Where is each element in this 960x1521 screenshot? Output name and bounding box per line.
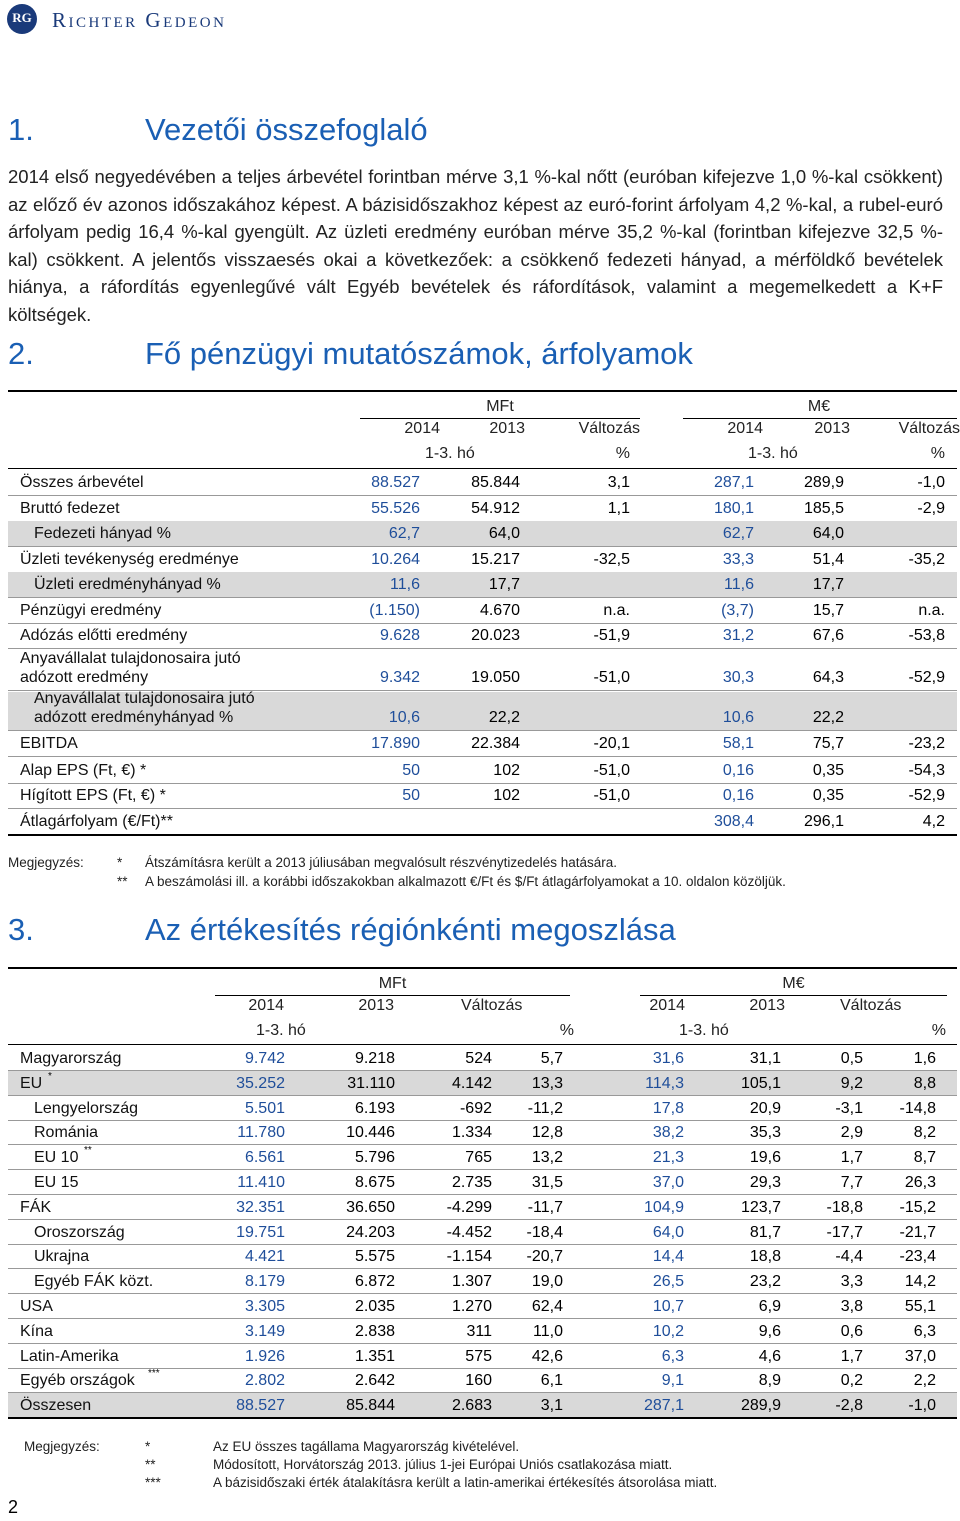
table2-cell-d: 13,2 bbox=[531, 1149, 563, 1167]
table1-row-label: Hígított EPS (Ft, €) * bbox=[20, 787, 166, 804]
table1-cell-mft-2013: 85.844 bbox=[471, 474, 520, 491]
table1-cell-mft-change: -51,0 bbox=[593, 669, 630, 686]
table2-cell-a: 9.742 bbox=[244, 1050, 285, 1067]
table2-cell-g: 1,7 bbox=[840, 1347, 863, 1365]
table1-cell-eur-2013: 51,4 bbox=[812, 551, 844, 568]
table1-row-label: Alap EPS (Ft, €) * bbox=[20, 762, 147, 779]
table1-row-label: EBITDA bbox=[20, 735, 78, 752]
table1-cell-mft-2013: 54.912 bbox=[471, 500, 520, 517]
table1-cell-eur-change: -23,2 bbox=[908, 735, 945, 752]
table1-cell-mft-change: 1,1 bbox=[607, 500, 630, 517]
table1-cell-eur-2014: 10,6 bbox=[722, 709, 754, 726]
table2-row-label: Ukrajna bbox=[34, 1248, 90, 1266]
table1-cell-eur-2014: 11,6 bbox=[724, 576, 754, 593]
table2-cell-c: 2.735 bbox=[451, 1174, 492, 1191]
table2-cell-f: 9,6 bbox=[758, 1322, 781, 1340]
table1-cell-mft-2014: 9.342 bbox=[379, 669, 420, 686]
table2-cell-h: 37,0 bbox=[904, 1347, 936, 1365]
table2-header-change: Változás bbox=[461, 997, 523, 1014]
table2-cell-f: 23,2 bbox=[749, 1273, 781, 1291]
table2-cell-d: -20,7 bbox=[526, 1248, 563, 1266]
table2-note-text-1: Az EU összes tagállama Magyarország kivételével. bbox=[213, 1439, 520, 1454]
table2-header-2013-eur: 2013 bbox=[749, 997, 785, 1014]
table2-cell-d: 5,7 bbox=[540, 1050, 563, 1067]
table1-cell-mft-change: -51,9 bbox=[593, 627, 630, 644]
table1-row-label: Anyavállalat tulajdonosaira jutó bbox=[20, 650, 241, 667]
table2-row-label: Lengyelország bbox=[34, 1099, 139, 1117]
table2-sub-period-eur: 1-3. hó bbox=[679, 1022, 729, 1039]
table2-row-footnote-mark: ** bbox=[84, 1145, 92, 1157]
table2-cell-b: 6.872 bbox=[354, 1273, 395, 1291]
table2-sub-period: 1-3. hó bbox=[256, 1022, 306, 1039]
table2-cell-a: 11.780 bbox=[237, 1124, 285, 1142]
table1-cell-eur-2013: 296,1 bbox=[803, 813, 844, 830]
table2-top-rule bbox=[8, 967, 957, 969]
table2-cell-f: 35,3 bbox=[749, 1124, 781, 1142]
table2-cell-b: 2.035 bbox=[354, 1298, 395, 1315]
table2-note-text-3: A bázisidőszaki érték átalakításra került a latin-amerikai értékesítés átsorolása miatt. bbox=[213, 1475, 718, 1490]
table1-note-text-1: Átszámításra került a 2013 júliusában megvalósult részvénytizedelés hatására. bbox=[145, 855, 617, 870]
table2-cell-a: 3.305 bbox=[244, 1298, 285, 1315]
table2-cell-b: 85.844 bbox=[346, 1397, 395, 1415]
table2-cell-h: -14,8 bbox=[899, 1099, 936, 1117]
table1-row-label: Átlagárfolyam (€/Ft)** bbox=[20, 813, 173, 830]
table1-cell-eur-2014: 180,1 bbox=[713, 500, 754, 517]
table2-cell-e: 14,4 bbox=[652, 1248, 684, 1266]
table1-row-label: Pénzügyi eredmény bbox=[20, 602, 162, 619]
table1-cell-eur-2013: 185,5 bbox=[803, 500, 844, 517]
section1-number: 1. bbox=[8, 112, 34, 147]
table2-cell-b: 24.203 bbox=[346, 1223, 395, 1241]
table1-cell-mft-2014: 10.264 bbox=[371, 551, 420, 568]
table2-cell-g: 0,2 bbox=[840, 1372, 863, 1390]
table2-row-footnote-mark: * bbox=[48, 1070, 52, 1082]
table2-cell-f: 123,7 bbox=[740, 1198, 781, 1216]
table2-row-label: FÁK bbox=[20, 1198, 52, 1216]
table2-row-label: Oroszország bbox=[34, 1223, 125, 1241]
table2-cell-a: 1.926 bbox=[244, 1347, 285, 1365]
table2-cell-e: 6,3 bbox=[661, 1347, 684, 1365]
section3-number: 3. bbox=[8, 912, 34, 947]
table2-cell-e: 21,3 bbox=[652, 1149, 684, 1167]
table1-cell-eur-2014: 308,4 bbox=[713, 813, 754, 830]
table2-cell-d: 31,5 bbox=[531, 1174, 563, 1191]
table2-cell-b: 2.838 bbox=[354, 1322, 395, 1340]
table2-cell-h: 6,3 bbox=[913, 1322, 936, 1340]
table2-cell-f: 8,9 bbox=[758, 1372, 781, 1390]
section1-paragraph: 2014 első negyedévében a teljes árbevétel forintban mérve 3,1 %-kal nőtt (euróban kifejezve 1,0 %-kal csökkent) az előző év azonos időszakához képest. A bázisidőszakhoz képest az euró-forint árfolyam 4,2 %-kal, a rubel-euró árfolyam pedig 16,4 %-kal gyengült. Az üzleti eredmény euróban mérve 35,2 %-kal (forintban kifejezve 32,5 %-kal) csökkent. A jelentős visszaesés okai a következőek: a csökkenő fedezeti hányad, a mérföldkő bevételek hiánya, a ráfordítás egyenlegűvé vált Egyéb bevételek és ráfordítások, valamint a megemelkedett a K+F költségek. bbox=[8, 166, 943, 325]
table1-row-label: Bruttó fedezet bbox=[20, 500, 120, 517]
table1-cell-mft-2013: 17,7 bbox=[488, 576, 520, 593]
section3-title: Az értékesítés régiónkénti megoszlása bbox=[145, 912, 676, 947]
table2-cell-e: 10,7 bbox=[652, 1298, 684, 1315]
table2-cell-e: 31,6 bbox=[652, 1050, 684, 1067]
table2-cell-f: 19,6 bbox=[749, 1149, 781, 1167]
table2-cell-f: 289,9 bbox=[740, 1397, 781, 1415]
table1-cell-mft-change: -51,0 bbox=[593, 787, 630, 804]
table2-cell-a: 3.149 bbox=[244, 1322, 285, 1340]
table1-cell-mft-2013: 20.023 bbox=[471, 627, 520, 644]
table2-cell-b: 1.351 bbox=[354, 1347, 395, 1365]
table2-cell-g: 9,2 bbox=[840, 1074, 863, 1092]
table1-cell-mft-2014: 17.890 bbox=[371, 735, 420, 752]
table2-row-label: Románia bbox=[34, 1124, 99, 1142]
table1-cell-eur-change: -53,8 bbox=[908, 627, 945, 644]
table2-cell-c: -692 bbox=[459, 1099, 492, 1117]
table2-note-mark-1: * bbox=[145, 1439, 151, 1454]
table2-cell-h: 55,1 bbox=[904, 1298, 936, 1315]
table2-cell-e: 10,2 bbox=[652, 1322, 684, 1340]
table2-cell-d: 3,1 bbox=[540, 1397, 563, 1415]
table2-cell-g: -4,4 bbox=[835, 1248, 863, 1266]
table1-note-mark-1: * bbox=[117, 855, 123, 870]
table2-row-footnote-mark: *** bbox=[148, 1368, 160, 1380]
table1-cell-eur-2013: 64,3 bbox=[812, 669, 844, 686]
table1-header-col_2013: 2013 bbox=[814, 420, 850, 437]
table1-cell-eur-2014: 0,16 bbox=[722, 762, 754, 779]
table1-note-label: Megjegyzés: bbox=[8, 855, 84, 870]
table2-cell-c: -1.154 bbox=[446, 1248, 492, 1266]
table1-top-rule bbox=[8, 390, 957, 392]
table2-cell-e: 26,5 bbox=[652, 1273, 684, 1291]
table2-bottom-rule bbox=[8, 1417, 957, 1419]
table1-row-label: Üzleti eredményhányad % bbox=[34, 576, 221, 593]
table2-cell-h: 14,2 bbox=[904, 1273, 936, 1291]
table2-cell-g: 3,8 bbox=[840, 1298, 863, 1315]
table1-header-rule bbox=[8, 468, 957, 469]
table1-cell-eur-change: -54,3 bbox=[908, 762, 945, 779]
table2-cell-c: -4.299 bbox=[446, 1198, 492, 1216]
table1-group-meur: M€ bbox=[807, 398, 831, 415]
table2-header-2014-eur: 2014 bbox=[649, 997, 685, 1014]
table1-cell-eur-2013: 0,35 bbox=[812, 762, 844, 779]
table2-row-label: EU 15 bbox=[34, 1174, 79, 1191]
table1-cell-mft-change: -20,1 bbox=[593, 735, 630, 752]
table2-cell-c: 4.142 bbox=[451, 1074, 492, 1092]
table2-row-label: EU bbox=[20, 1074, 43, 1092]
table2-cell-d: 62,4 bbox=[531, 1298, 563, 1315]
section1-title: Vezetői összefoglaló bbox=[145, 112, 428, 147]
table2-cell-f: 31,1 bbox=[749, 1050, 781, 1067]
table1-cell-eur-change: n.a. bbox=[918, 602, 945, 619]
table1-cell-mft-2014: 55.526 bbox=[371, 500, 420, 517]
table2-note-label: Megjegyzés: bbox=[24, 1439, 100, 1454]
table2-cell-g: 3,3 bbox=[840, 1273, 863, 1291]
table2-row-label: Kína bbox=[20, 1322, 53, 1340]
table1-row-label: Összes árbevétel bbox=[20, 474, 144, 491]
table1-sub-period: 1-3. hó bbox=[425, 445, 475, 462]
table2-cell-f: 81,7 bbox=[749, 1223, 781, 1241]
table1-cell-mft-2014: 50 bbox=[402, 762, 420, 779]
table1-cell-eur-2014: 287,1 bbox=[713, 474, 754, 491]
table2-cell-h: 2,2 bbox=[913, 1372, 936, 1390]
table2-cell-h: 8,8 bbox=[913, 1074, 936, 1092]
table1-row-label: adózott eredményhányad % bbox=[34, 709, 234, 726]
table1-cell-mft-change: -32,5 bbox=[593, 551, 630, 568]
table2-group-meur: M€ bbox=[782, 975, 805, 992]
page-number: 2 bbox=[8, 1497, 19, 1517]
table1-cell-mft-2014: 88.527 bbox=[371, 474, 420, 491]
table1-cell-eur-2014: 58,1 bbox=[722, 735, 754, 752]
table2-cell-b: 36.650 bbox=[346, 1198, 395, 1216]
table2-group-mft: MFt bbox=[378, 975, 407, 992]
table2-cell-h: -15,2 bbox=[899, 1198, 936, 1216]
table2-row-label: Magyarország bbox=[20, 1050, 122, 1067]
table2-cell-c: 1.307 bbox=[451, 1273, 492, 1291]
table2-cell-g: 1,7 bbox=[840, 1149, 863, 1167]
table2-cell-d: 42,6 bbox=[531, 1347, 563, 1365]
table1-note-mark-2: ** bbox=[117, 874, 128, 889]
table2-row-label: USA bbox=[20, 1298, 53, 1315]
table2-cell-d: -18,4 bbox=[526, 1223, 563, 1241]
table2-cell-a: 19.751 bbox=[236, 1223, 285, 1241]
table1-cell-mft-change: -51,0 bbox=[593, 762, 630, 779]
table2-cell-c: 765 bbox=[465, 1149, 492, 1167]
table2-cell-a: 32.351 bbox=[236, 1198, 285, 1216]
table1-header-col_2014: 2014 bbox=[404, 420, 440, 437]
table2-cell-e: 287,1 bbox=[643, 1397, 684, 1415]
table1-cell-mft-2013: 22.384 bbox=[471, 735, 520, 752]
table2-header-2013: 2013 bbox=[358, 997, 394, 1014]
table1-cell-eur-2014: 0,16 bbox=[722, 787, 754, 804]
table1-cell-mft-2013: 15.217 bbox=[471, 551, 520, 568]
table1-sub-pct-eur: % bbox=[930, 445, 945, 462]
table2-cell-h: 8,2 bbox=[913, 1124, 936, 1142]
table1-cell-mft-2014: 9.628 bbox=[379, 627, 420, 644]
table1-sub-pct: % bbox=[615, 445, 630, 462]
table1-bottom-rule bbox=[8, 834, 957, 836]
table1-cell-eur-2014: 33,3 bbox=[722, 551, 754, 568]
table1-cell-mft-change: n.a. bbox=[603, 602, 630, 619]
table1-cell-eur-2014: 62,7 bbox=[722, 525, 754, 542]
table2-cell-g: -3,1 bbox=[835, 1099, 863, 1117]
table1-header-col_2013: 2013 bbox=[489, 420, 525, 437]
table2-cell-a: 88.527 bbox=[236, 1397, 285, 1415]
table1-cell-mft-change: 3,1 bbox=[607, 474, 630, 491]
table1-cell-eur-change: -52,9 bbox=[908, 787, 945, 804]
table2-cell-g: 0,5 bbox=[840, 1050, 863, 1067]
table2-cell-a: 2.802 bbox=[244, 1372, 285, 1390]
table2-header-change-eur: Változás bbox=[840, 997, 902, 1014]
table1-cell-eur-2013: 22,2 bbox=[812, 709, 844, 726]
table1-cell-eur-change: -1,0 bbox=[917, 474, 945, 491]
table1-cell-eur-change: -52,9 bbox=[908, 669, 945, 686]
table1-row-rule bbox=[8, 756, 957, 757]
table2-cell-e: 17,8 bbox=[652, 1099, 684, 1117]
table1-sub-period-eur: 1-3. hó bbox=[748, 445, 798, 462]
table2-cell-c: 1.270 bbox=[451, 1298, 492, 1315]
table1-header-col_change: Változás bbox=[578, 420, 640, 437]
table2-cell-b: 2.642 bbox=[354, 1372, 395, 1390]
table1-row-label: Üzleti tevékenység eredménye bbox=[20, 551, 239, 568]
table2-cell-a: 35.252 bbox=[236, 1074, 285, 1092]
table2-cell-c: 1.334 bbox=[451, 1124, 492, 1142]
table2-cell-f: 18,8 bbox=[749, 1248, 781, 1266]
table1-cell-eur-2014: 31,2 bbox=[722, 627, 754, 644]
table2-cell-a: 4.421 bbox=[244, 1248, 285, 1266]
table2-cell-f: 105,1 bbox=[740, 1074, 781, 1092]
table1-cell-mft-2013: 102 bbox=[493, 762, 520, 779]
table1-row-label: adózott eredmény bbox=[20, 669, 149, 686]
table2-cell-c: 311 bbox=[466, 1322, 492, 1340]
table1-row-label: Adózás előtti eredmény bbox=[20, 627, 188, 644]
table1-cell-eur-2013: 75,7 bbox=[812, 735, 844, 752]
table2-note-mark-3: *** bbox=[145, 1475, 161, 1490]
table2-cell-e: 104,9 bbox=[643, 1198, 684, 1216]
table1-cell-eur-2013: 64,0 bbox=[812, 525, 844, 542]
table2-cell-c: 160 bbox=[465, 1372, 492, 1390]
table1-cell-mft-2013: 4.670 bbox=[479, 602, 520, 619]
table2-cell-a: 5.501 bbox=[244, 1099, 285, 1117]
table2-cell-b: 6.193 bbox=[354, 1099, 395, 1117]
table2-cell-h: 8,7 bbox=[913, 1149, 936, 1167]
table1-cell-mft-2014: 10,6 bbox=[388, 709, 420, 726]
section2-title: Fő pénzügyi mutatószámok, árfolyamok bbox=[145, 336, 693, 371]
table2-sub-pct: % bbox=[559, 1022, 574, 1039]
table1-row-label: Anyavállalat tulajdonosaira jutó bbox=[34, 690, 255, 707]
table2-cell-c: 575 bbox=[465, 1347, 492, 1365]
table1-cell-eur-change: 4,2 bbox=[922, 813, 945, 830]
table2-cell-g: 0,6 bbox=[840, 1322, 863, 1340]
table2-cell-d: -11,7 bbox=[527, 1198, 563, 1216]
table1-cell-mft-2014: (1.150) bbox=[369, 602, 420, 619]
brand-name: Richter Gedeon bbox=[52, 8, 227, 32]
table2-cell-e: 38,2 bbox=[652, 1124, 684, 1142]
section2-number: 2. bbox=[8, 336, 34, 371]
table1-cell-eur-2013: 67,6 bbox=[812, 627, 844, 644]
table2-cell-b: 5.796 bbox=[354, 1149, 395, 1167]
table1-cell-eur-change: -2,9 bbox=[917, 500, 945, 517]
table2-cell-d: -11,2 bbox=[527, 1099, 563, 1117]
table2-row-label: Összesen bbox=[20, 1397, 92, 1415]
table1-group-mft: MFt bbox=[486, 398, 514, 415]
table2-note-text-2: Módosított, Horvátország 2013. július 1-jei Európai Uniós csatlakozása miatt. bbox=[213, 1457, 673, 1472]
table2-cell-h: 1,6 bbox=[913, 1050, 936, 1067]
table2-cell-e: 9,1 bbox=[661, 1372, 684, 1390]
table2-cell-b: 8.675 bbox=[354, 1174, 395, 1191]
table2-cell-a: 11.410 bbox=[237, 1174, 285, 1191]
table2-cell-g: 7,7 bbox=[840, 1174, 863, 1191]
table2-cell-f: 4,6 bbox=[758, 1347, 781, 1365]
table2-cell-e: 64,0 bbox=[652, 1223, 684, 1241]
table2-cell-c: -4.452 bbox=[446, 1223, 492, 1241]
table2-cell-b: 5.575 bbox=[354, 1248, 395, 1266]
table2-cell-a: 6.561 bbox=[244, 1149, 285, 1167]
table2-cell-d: 6,1 bbox=[540, 1372, 563, 1390]
table2-cell-e: 114,3 bbox=[645, 1074, 684, 1092]
table1-cell-eur-2013: 17,7 bbox=[812, 576, 844, 593]
table2-cell-d: 13,3 bbox=[531, 1074, 563, 1092]
table1-cell-eur-2013: 0,35 bbox=[812, 787, 844, 804]
table2-cell-a: 8.179 bbox=[244, 1273, 285, 1291]
table2-cell-b: 9.218 bbox=[354, 1050, 395, 1067]
table2-cell-g: 2,9 bbox=[840, 1124, 863, 1142]
table1-header-col_change: Változás bbox=[898, 420, 960, 437]
table2-cell-d: 11,0 bbox=[533, 1322, 563, 1340]
table1-cell-eur-2014: 30,3 bbox=[722, 669, 754, 686]
table2-header-rule bbox=[8, 1044, 957, 1045]
table2-cell-g: -2,8 bbox=[835, 1397, 863, 1415]
table1-cell-mft-2014: 11,6 bbox=[390, 576, 420, 593]
table2-sub-pct-eur: % bbox=[931, 1022, 946, 1039]
table2-cell-h: -1,0 bbox=[908, 1397, 936, 1415]
table2-cell-g: -18,8 bbox=[826, 1198, 863, 1216]
table2-cell-f: 6,9 bbox=[758, 1298, 781, 1315]
table2-row-label: EU 10 bbox=[34, 1149, 79, 1167]
table2-cell-b: 31.110 bbox=[347, 1074, 395, 1092]
table2-cell-d: 19,0 bbox=[531, 1273, 563, 1291]
table1-header-col_2014: 2014 bbox=[727, 420, 763, 437]
table2-cell-f: 29,3 bbox=[749, 1174, 781, 1191]
table2-cell-h: 26,3 bbox=[904, 1174, 936, 1191]
table1-cell-mft-2014: 50 bbox=[402, 787, 420, 804]
table1-cell-eur-2013: 15,7 bbox=[812, 602, 844, 619]
table2-cell-f: 20,9 bbox=[749, 1099, 781, 1117]
table2-cell-h: -23,4 bbox=[899, 1248, 936, 1266]
table2-row-label: Latin-Amerika bbox=[20, 1347, 119, 1365]
table2-cell-g: -17,7 bbox=[826, 1223, 863, 1241]
table1-cell-eur-change: -35,2 bbox=[908, 551, 945, 568]
table2-cell-c: 2.683 bbox=[451, 1397, 492, 1415]
table1-cell-mft-2013: 19.050 bbox=[471, 669, 520, 686]
table2-cell-d: 12,8 bbox=[531, 1124, 563, 1142]
table1-cell-mft-2014: 62,7 bbox=[388, 525, 420, 542]
table1-cell-mft-2013: 64,0 bbox=[488, 525, 520, 542]
table1-cell-eur-2014: (3,7) bbox=[721, 602, 754, 619]
richter-logo: RG bbox=[7, 4, 37, 34]
table1-cell-eur-2013: 289,9 bbox=[803, 474, 844, 491]
table2-cell-c: 524 bbox=[465, 1050, 492, 1067]
table2-row-label: Egyéb FÁK közt. bbox=[34, 1273, 154, 1291]
table2-cell-e: 37,0 bbox=[652, 1174, 684, 1191]
table2-cell-h: -21,7 bbox=[899, 1223, 936, 1241]
table2-row-label: Egyéb országok bbox=[20, 1372, 135, 1390]
table2-header-2014: 2014 bbox=[248, 997, 284, 1014]
table1-cell-mft-2013: 102 bbox=[493, 787, 520, 804]
table2-note-mark-2: ** bbox=[145, 1457, 156, 1472]
table2-cell-b: 10.446 bbox=[346, 1124, 395, 1142]
table1-note-text-2: A beszámolási ill. a korábbi időszakokban alkalmazott €/Ft és $/Ft átlagárfolyamokat a 10. oldalon közöljük. bbox=[145, 874, 786, 889]
table1-row-label: Fedezeti hányad % bbox=[34, 525, 171, 542]
table1-cell-mft-2013: 22,2 bbox=[488, 709, 520, 726]
